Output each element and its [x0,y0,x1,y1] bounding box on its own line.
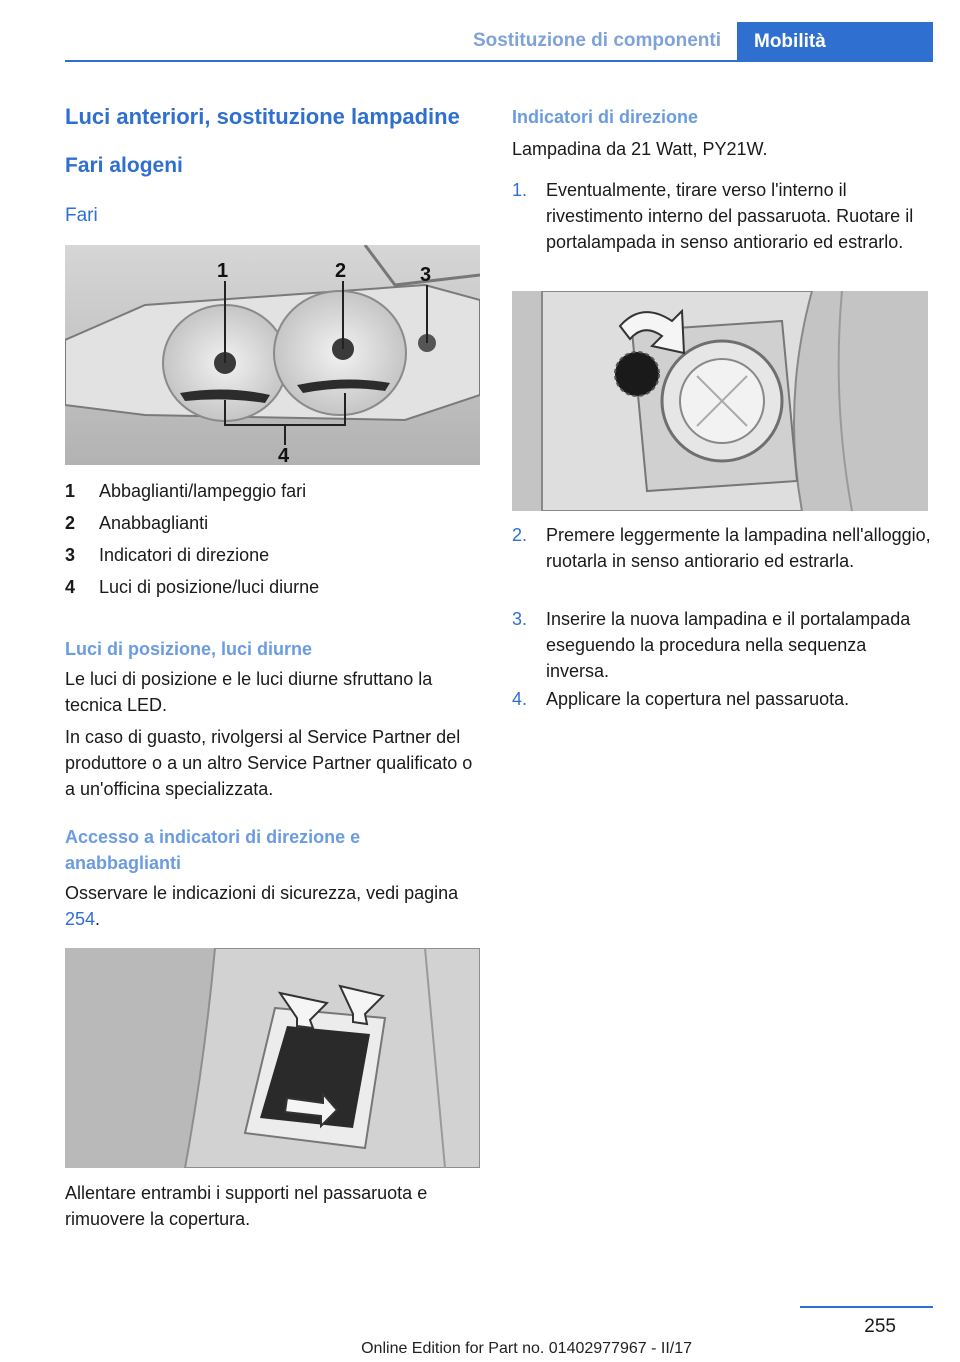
wheel-arch-illustration [65,948,480,1168]
paragraph-service: In caso di guasto, rivolgersi al Service Partner del produttore o a un altro Service Partner qualificato o a un'officina specializzata. [65,727,473,799]
legend-item: 3 Indicatori di direzione [65,545,270,565]
page-link[interactable]: 254 [65,909,96,929]
step-item: 2. Premere leggermente la lampadina nell'alloggio, ruotarla in senso antiorario ed estrarla. [512,525,931,571]
headlight-figure [65,245,480,465]
bulb-holder-figure [512,291,928,511]
heading-access: Accesso a indicatori di direzione e anabbaglianti [65,827,361,873]
callout-2: 2 [335,260,347,282]
wheel-arch-figure [65,948,480,1168]
footer-rule [800,1306,933,1308]
step-item: 1. Eventualmente, tirare verso l'interno il rivestimento interno del passaruota. Ruotare il portalampada in senso antiorario ed estrarlo. [512,180,914,252]
paragraph-remove-cover: Allentare entrambi i supporti nel passaruota e rimuovere la copertura. [65,1183,428,1229]
edition-note: Online Edition for Part no. 01402977967 - II/17 [361,1340,692,1357]
header-chapter-tab: Mobilità [737,22,933,62]
legend-item: 4 Luci di posizione/luci diurne [65,577,320,597]
header-section-title: Sostituzione di componenti [472,30,721,51]
step-item: 4. Applicare la copertura nel passaruota. [512,689,850,709]
paragraph-bulb-spec: Lampadina da 21 Watt, PY21W. [512,139,768,159]
callout-4: 4 [278,445,290,465]
header-rule [65,60,933,62]
section-title-halogen: Fari alogeni [65,154,183,177]
legend-item: 2 Anabbaglianti [65,513,209,533]
subsection-title-headlights: Fari [65,205,98,226]
heading-turn-signals: Indicatori di direzione [512,107,699,127]
callout-3: 3 [420,264,432,286]
paragraph-safety: Osservare le indicazioni di sicurezza, vedi pagina 254. [65,883,459,929]
page-number: 255 [864,1316,896,1337]
callout-1: 1 [217,260,229,282]
legend-item: 1 Abbaglianti/lampeggio fari [65,481,307,501]
paragraph-led: Le luci di posizione e le luci diurne sfruttano la tecnica LED. [65,669,433,715]
step-item: 3. Inserire la nuova lampadina e il portalampada eseguendo la procedura nella sequenza inversa. [512,609,911,681]
page-title: Luci anteriori, sostituzione lampadine [65,104,460,129]
bulb-holder-illustration [512,291,928,511]
heading-position-lights: Luci di posizione, luci diurne [65,639,313,659]
headlight-illustration [65,245,480,465]
